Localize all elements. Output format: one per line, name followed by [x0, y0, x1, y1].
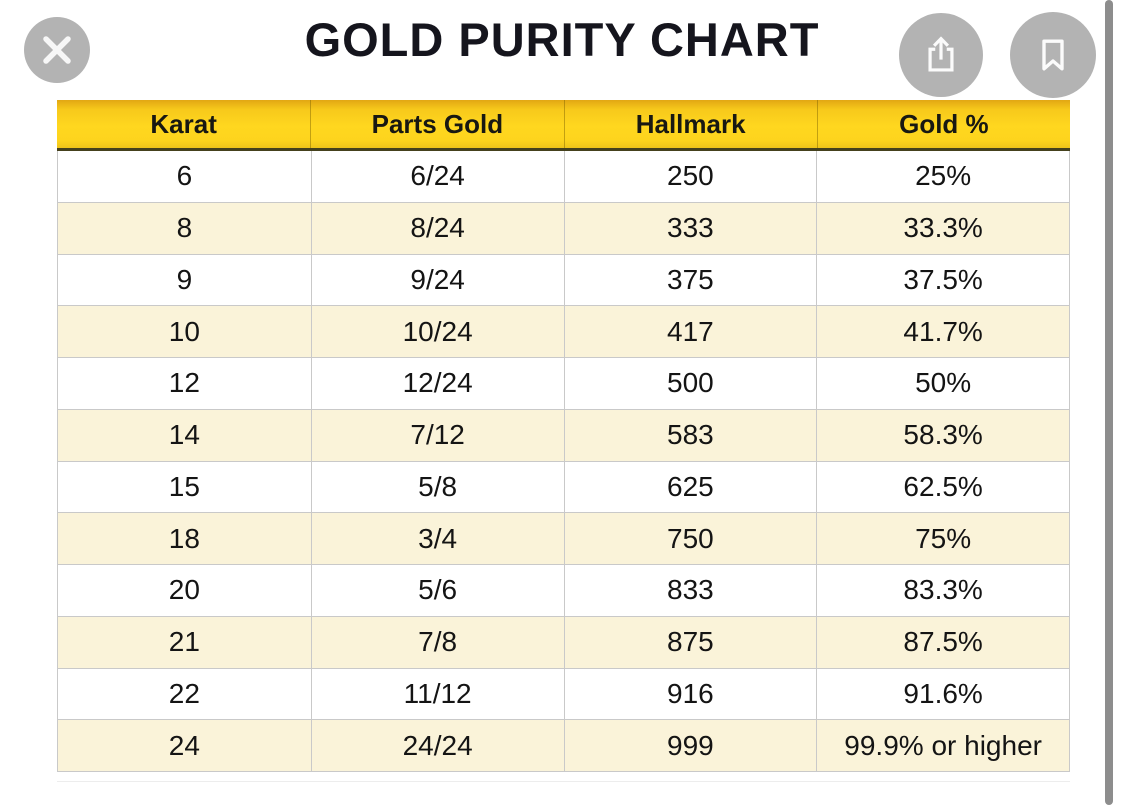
table-row: [58, 203, 1069, 255]
page-title: GOLD PURITY CHART: [304, 13, 820, 66]
cell-hallmark: 999: [564, 720, 817, 771]
cell-hallmark: 250: [564, 151, 817, 202]
table-row: [58, 306, 1069, 358]
cell-gold-pct: 87.5%: [816, 617, 1069, 668]
cell-gold-pct: 58.3%: [816, 410, 1069, 461]
column-header-gold-pct: Gold %: [817, 100, 1070, 148]
close-button[interactable]: [24, 17, 90, 83]
cell-karat: 22: [168, 677, 200, 709]
cell-hallmark: 750: [564, 513, 817, 564]
cell-karat: 8: [176, 212, 193, 244]
cell-karat: 18: [168, 522, 200, 554]
table-row: [58, 669, 1069, 721]
cell-karat: 12: [168, 367, 200, 399]
cell-gold-pct: 75%: [816, 513, 1069, 564]
cell-gold-pct: 91.6%: [816, 669, 1069, 720]
cell-parts-gold: 11/12: [311, 669, 564, 720]
vertical-scrollbar[interactable]: [1105, 0, 1113, 805]
cell-hallmark: 625: [564, 462, 817, 513]
table-row: [58, 617, 1069, 669]
column-header-hallmark: Hallmark: [564, 100, 817, 148]
table-row: [58, 720, 1069, 771]
bookmark-button[interactable]: [1010, 12, 1096, 98]
cell-hallmark: 333: [564, 203, 817, 254]
cell-karat: 24: [168, 729, 200, 761]
cell-karat: 9: [176, 263, 193, 295]
cell-karat: 20: [168, 574, 200, 606]
table-row: [58, 565, 1069, 617]
cell-karat: 10: [168, 315, 200, 347]
cell-parts-gold: 5/6: [311, 565, 564, 616]
cell-hallmark: 500: [564, 358, 817, 409]
table-header-row: [57, 100, 1070, 151]
share-up-arrow-icon: [918, 32, 964, 78]
cell-karat: 6: [176, 160, 193, 192]
table-bottom-shadow: [57, 781, 1070, 782]
cell-hallmark: 583: [564, 410, 817, 461]
cell-parts-gold: 12/24: [311, 358, 564, 409]
cell-gold-pct: 37.5%: [816, 255, 1069, 306]
table-row: [58, 358, 1069, 410]
cell-parts-gold: 8/24: [311, 203, 564, 254]
gold-purity-table: [57, 100, 1070, 772]
cell-parts-gold: 7/12: [311, 410, 564, 461]
cell-hallmark: 417: [564, 306, 817, 357]
cell-gold-pct: 83.3%: [816, 565, 1069, 616]
cell-karat: 21: [168, 626, 200, 658]
table-row: [58, 513, 1069, 565]
share-button[interactable]: [899, 13, 983, 97]
cell-gold-pct: 50%: [816, 358, 1069, 409]
cell-gold-pct: 33.3%: [816, 203, 1069, 254]
cell-gold-pct: 41.7%: [816, 306, 1069, 357]
cell-parts-gold: 7/8: [311, 617, 564, 668]
cell-karat: 14: [168, 419, 200, 451]
bookmark-icon: [1029, 31, 1077, 79]
table-row: [58, 462, 1069, 514]
cell-hallmark: 916: [564, 669, 817, 720]
cell-parts-gold: 6/24: [311, 151, 564, 202]
table-row: [58, 255, 1069, 307]
cell-gold-pct: 99.9% or higher: [816, 720, 1069, 771]
table-row: [58, 151, 1069, 203]
cell-parts-gold: 9/24: [311, 255, 564, 306]
cell-gold-pct: 25%: [816, 151, 1069, 202]
column-header-parts-gold: Parts Gold: [310, 100, 563, 148]
close-x-icon: [24, 17, 90, 83]
cell-parts-gold: 24/24: [311, 720, 564, 771]
column-header-karat: Karat: [150, 108, 217, 139]
cell-hallmark: 875: [564, 617, 817, 668]
cell-parts-gold: 10/24: [311, 306, 564, 357]
table-body: [57, 151, 1070, 772]
cell-parts-gold: 3/4: [311, 513, 564, 564]
cell-gold-pct: 62.5%: [816, 462, 1069, 513]
cell-parts-gold: 5/8: [311, 462, 564, 513]
cell-hallmark: 833: [564, 565, 817, 616]
table-row: [58, 410, 1069, 462]
cell-karat: 15: [168, 470, 200, 502]
cell-hallmark: 375: [564, 255, 817, 306]
